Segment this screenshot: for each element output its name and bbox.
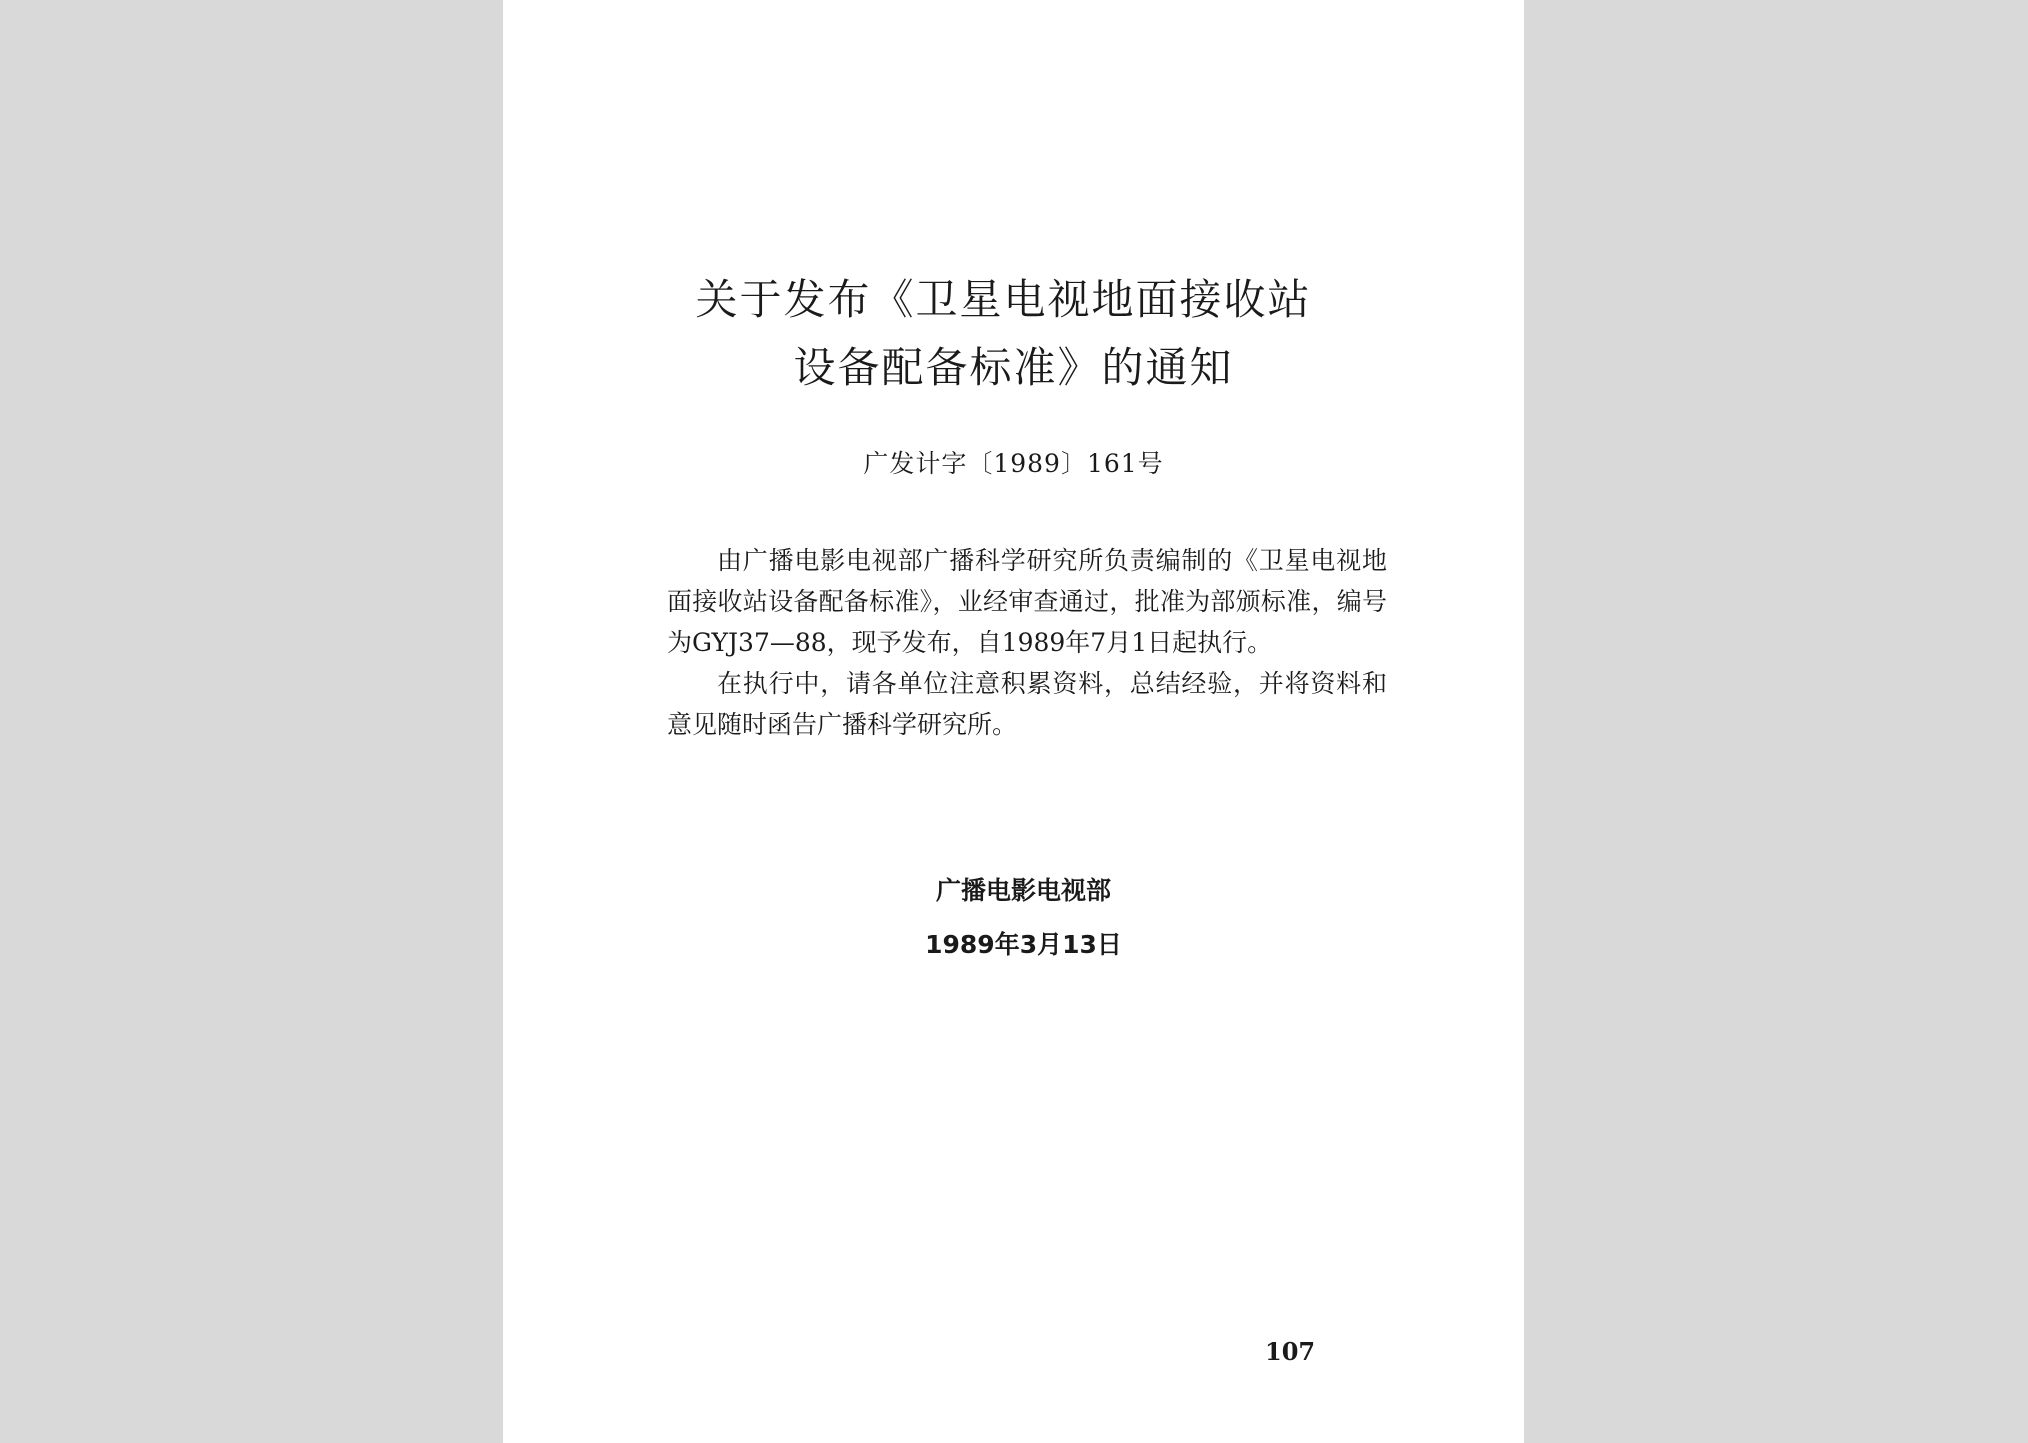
document-number: 广发计字〔1989〕161号: [863, 449, 1164, 478]
title-line-1: 关于发布《卫星电视地面接收站: [695, 275, 1312, 324]
title-line-2: 设备配备标准》的通知: [793, 343, 1234, 392]
issuer-signature: 广播电影电视部: [935, 876, 1111, 905]
issue-date: 1989年3月13日: [925, 930, 1122, 959]
document-body: [667, 540, 1387, 745]
page-number: 107: [1265, 1337, 1316, 1366]
paragraph-2: 在执行中，请各单位注意积累资料，总结经验，并将资料和意见随时函告广播科学研究所。: [667, 669, 1387, 739]
document-page: [503, 0, 1524, 1443]
paragraph-1: 由广播电影电视部广播科学研究所负责编制的《卫星电视地面接收站设备配备标准》，业经审查通过，批准为部颁标准，编号为GYJ37—88，现予发布，自1989年7月1日起执行。: [667, 546, 1387, 657]
